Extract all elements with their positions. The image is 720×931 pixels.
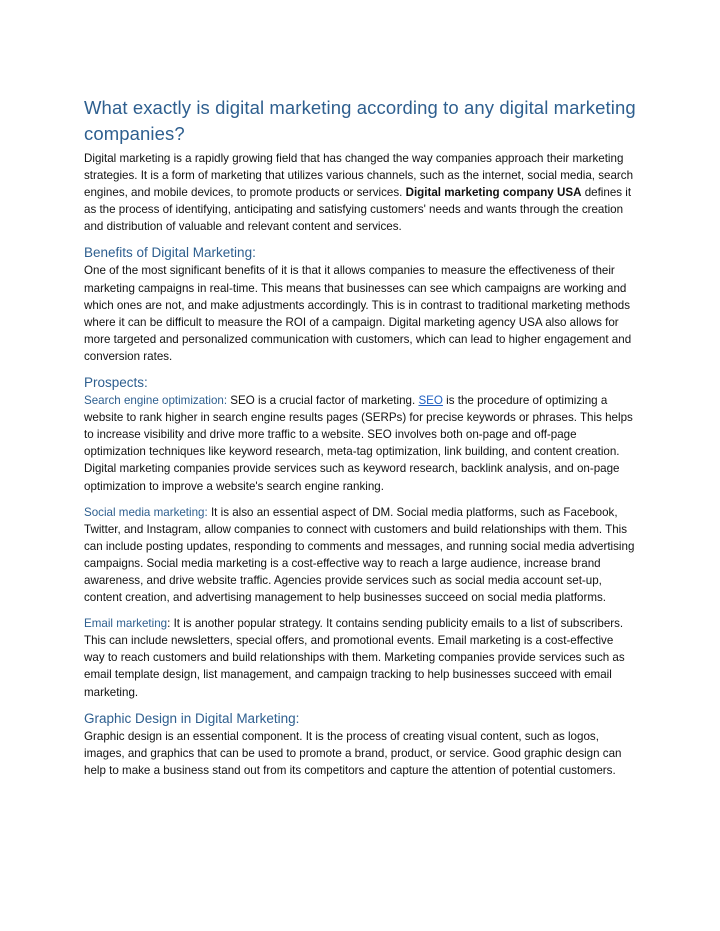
graphic-paragraph: Graphic design is an essential component. It is the process of creating visual content, such as logos, images, and graphics that can be used to promote a brand, product, or service. Good graphic design can help to make a business stand out from its competitors and capture the attention of potential customers. [84, 729, 622, 777]
email-paragraph [84, 615, 636, 700]
seo-link[interactable]: SEO [418, 394, 443, 408]
email-section [84, 615, 636, 700]
benefits-heading: Benefits of Digital Marketing: [84, 245, 256, 261]
social-section [84, 504, 636, 607]
email-lead: Email marketing [84, 617, 168, 631]
intro-text: Digital marketing is a rapidly growing field that has changed the way companies approach their marketing strategies. It is a form of marketing that utilizes various channels, such as the internet, social media, search engines, and mobile devices, to promote products or services. [84, 152, 634, 200]
intro-text-end: defines it as the process of identifying, anticipating and satisfying customers' needs and wants through the creation and distribution of valuable and relevant content and services. [84, 186, 632, 234]
graphic-section [84, 710, 636, 779]
seo-lead: Search engine optimization: [84, 394, 228, 408]
benefits-paragraph: One of the most significant benefits of it is that it allows companies to measure the effectiveness of their marketing campaigns in real-time. This means that businesses can see which campaigns are working and which ones are not, and make adjustments accordingly. This is in contrast to traditional marketing methods where it can be difficult to measure the ROI of a campaign. Digital marketing agency USA also allows for more targeted and personalized communication with customers, which can lead to higher engagement and conversion rates. [84, 264, 632, 363]
intro-paragraph [84, 150, 636, 235]
social-paragraph [84, 504, 636, 607]
seo-paragraph [84, 392, 636, 495]
graphic-heading: Graphic Design in Digital Marketing: [84, 710, 300, 726]
benefits-section [84, 244, 636, 365]
intro-section [84, 150, 636, 235]
seo-text-end: is the procedure of optimizing a website to rank higher in search engine results pages (SERPs) for precise keywords or phrases. This helps to increase visibility and drive more traffic to a website. SEO involves both on-page and off-page optimization techniques like keyword research, meta-tag optimization, link building, and content creation. Digital marketing companies provide services such as keyword research, backlink analysis, and on-page optimization to improve a website's search engine ranking. [84, 394, 633, 493]
seo-text: SEO is a crucial factor of marketing. [227, 394, 419, 408]
prospects-section [84, 374, 636, 495]
email-text: : It is another popular strategy. It contains sending publicity emails to a list of subscribers. This can include newsletters, special offers, and promotional events. Email marketing is a cost-effective way to reach customers and build relationships with them. Marketing companies provide services such as email template design, list management, and campaign tracking to help businesses succeed with email marketing. [84, 617, 625, 699]
prospects-heading: Prospects: [84, 375, 148, 391]
social-text: It is also an essential aspect of DM. Social media platforms, such as Facebook, Twitter, and Instagram, allow companies to connect with customers and build relationships with them. This can include posting updates, responding to comments and messages, and running social media advertising campaigns. Social media marketing is a cost-effective way to reach a large audience, increase brand awareness, and drive website traffic. Agencies provide services such as social media account set-up, content creation, and advertising management to help businesses succeed on social media platforms. [84, 505, 635, 605]
page-title: What exactly is digital marketing according to any digital marketing companies? [84, 97, 636, 144]
intro-bold-phrase: Digital marketing company USA [405, 186, 582, 200]
social-lead: Social media marketing: [84, 505, 208, 519]
